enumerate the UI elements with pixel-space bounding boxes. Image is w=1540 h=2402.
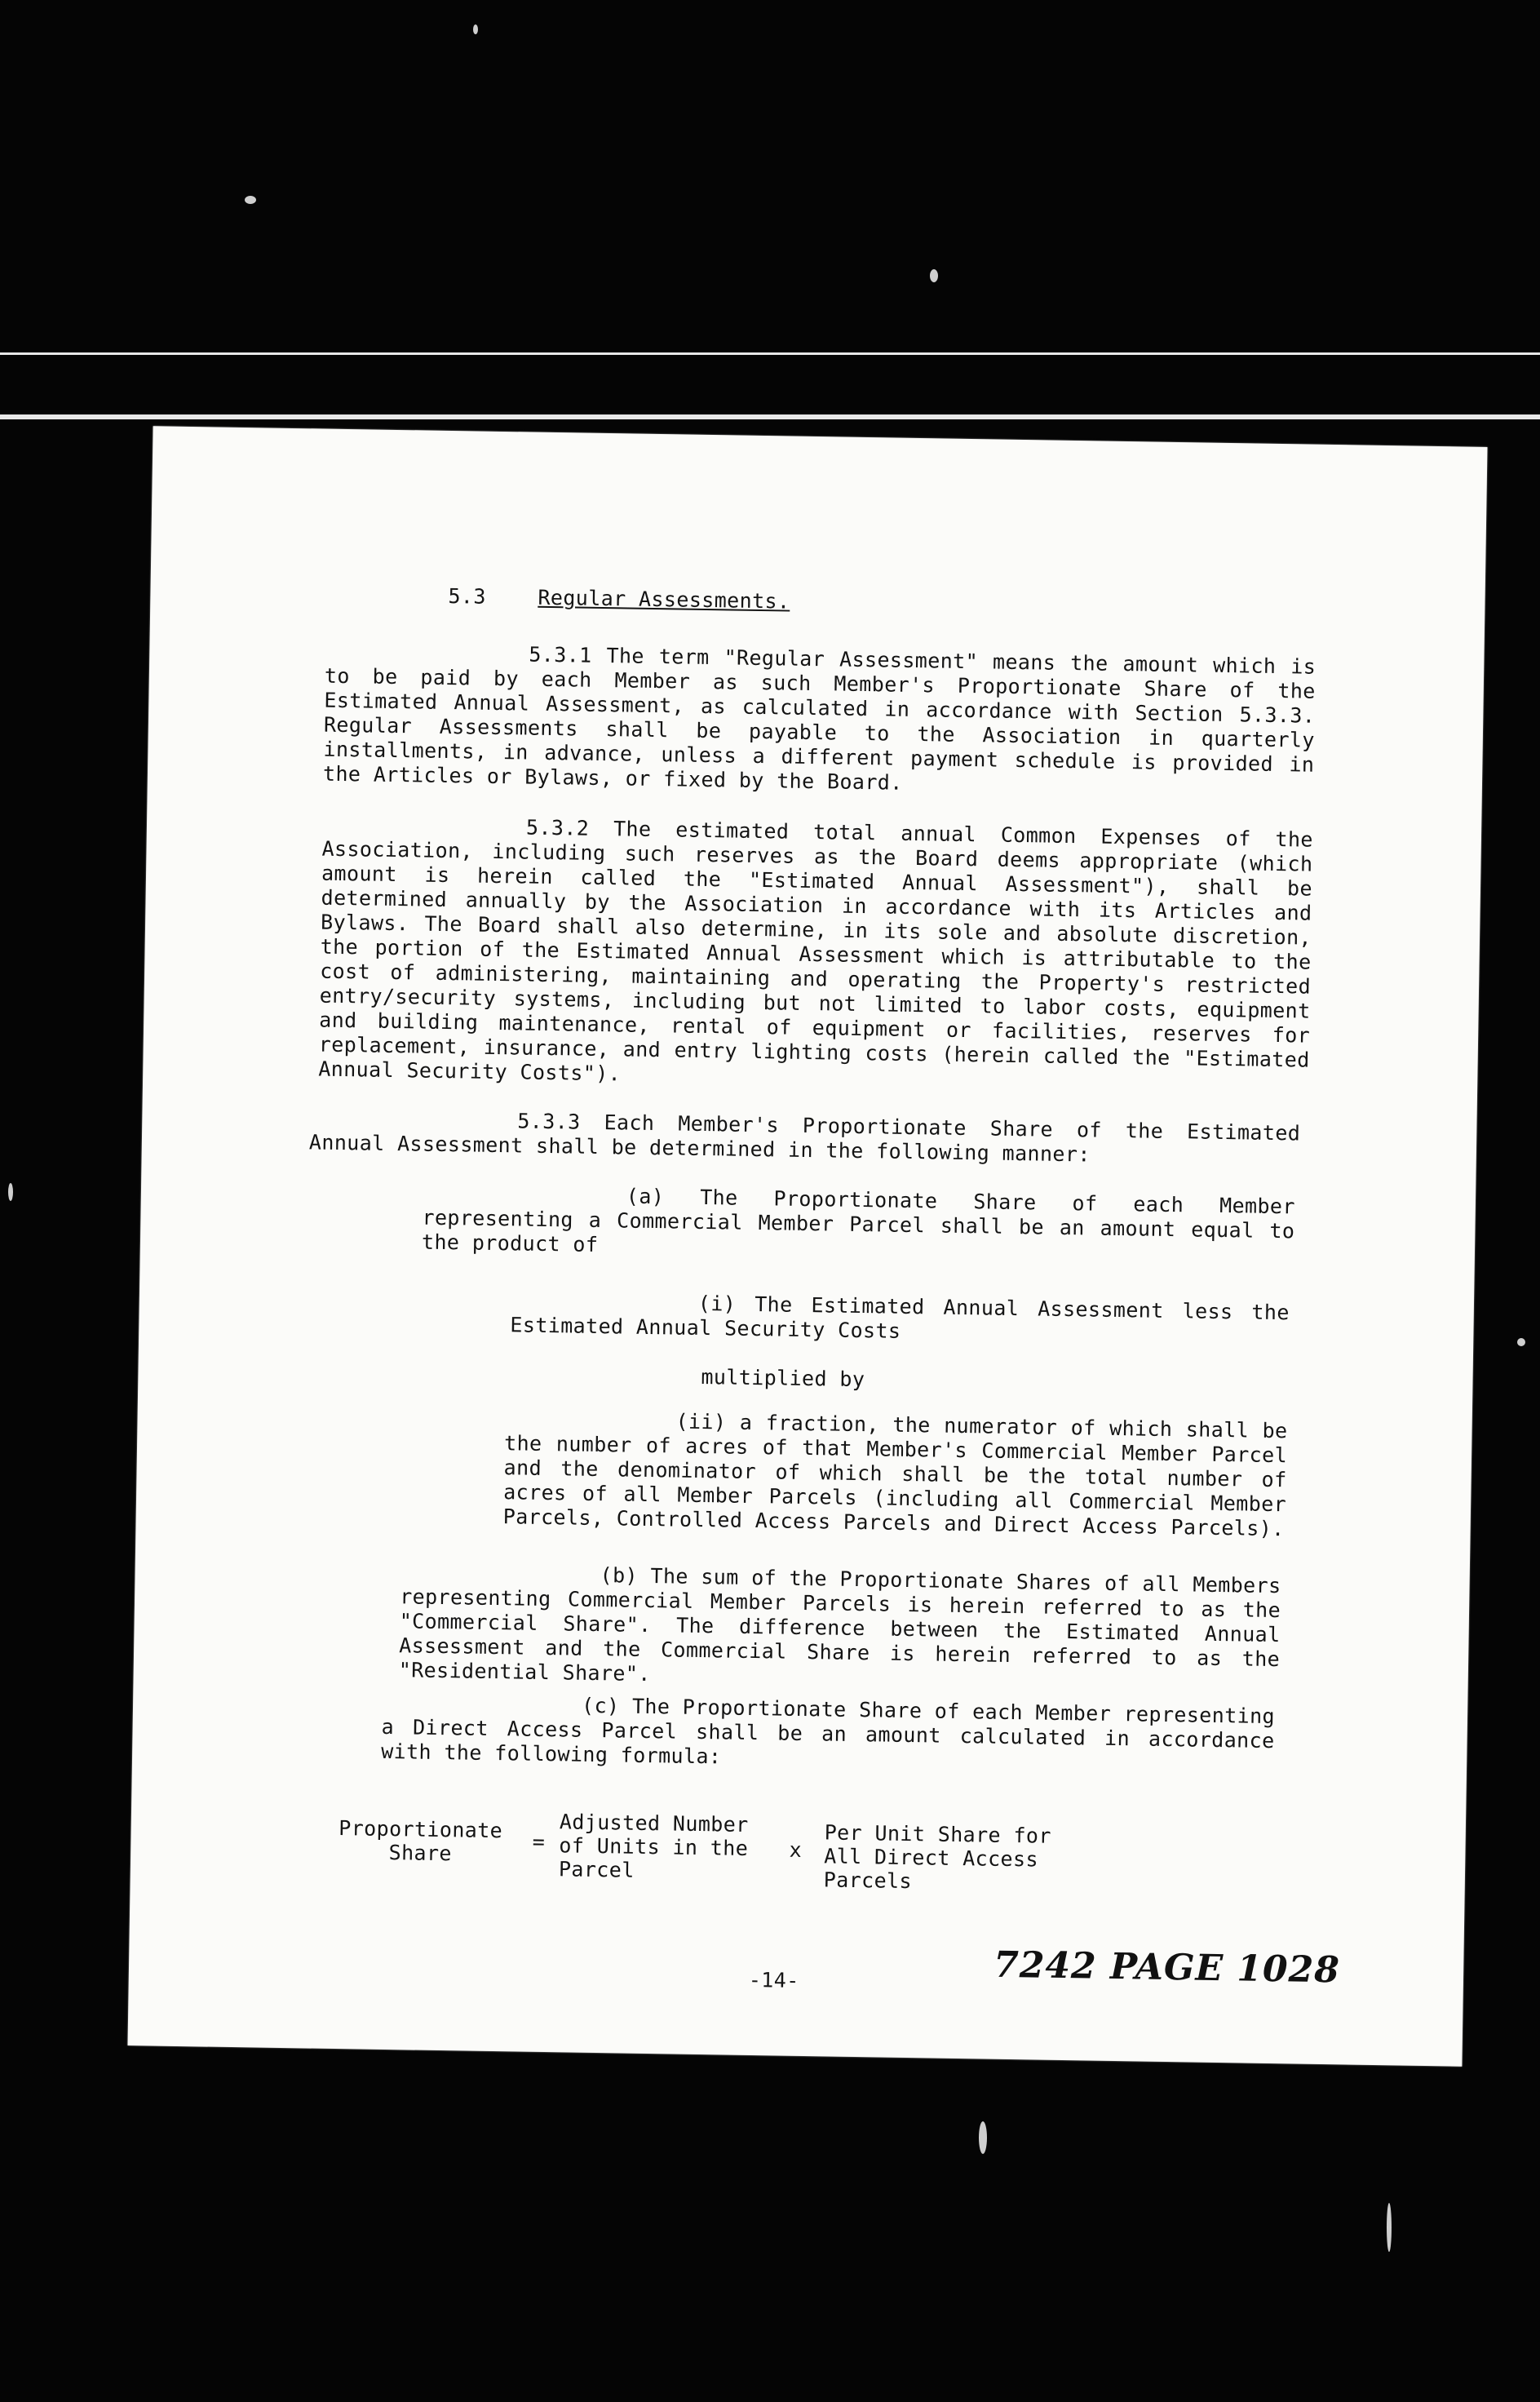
scan-speck [473, 24, 478, 34]
paragraph-5-3-1: 5.3.1 The term "Regular Assessment" means the amount which is to be paid by each Member as such Member's Proportionate Share of the Estimated Annual Assessment, as calculated in accordance with Section 5.3.3. Regular Assessments shall be payable to the Association in quarterly installments, in advance, unless a different payment schedule is provided in the Articles or Bylaws, or fixed by the Board. [322, 642, 1317, 795]
scan-speck [1387, 2203, 1392, 2252]
scan-line-lower [0, 414, 1540, 419]
paragraph-a: (a) The Proportionate Share of each Member representing a Commercial Member Parcel shall be an amount equal to the product of [421, 1184, 1296, 1256]
scan-line-upper [0, 352, 1540, 355]
formula-left-term: Proportionate Share [339, 1816, 503, 1866]
document-page [128, 426, 1488, 2066]
paragraph-b: (b) The sum of the Proportionate Shares of all Members representing Commercial Member Parcels is herein referred to as the "Commercial Share". The difference between the Estimated Annual Assessment and the Commercial Share is herein referred to as the "Residential Share". [398, 1563, 1281, 1686]
page-content [128, 426, 1488, 2066]
section-heading [448, 584, 790, 614]
paragraph-5-3-3: 5.3.3 Each Member's Proportionate Share of the Estimated Annual Assessment shall be determined in the following manner: [308, 1109, 1301, 1167]
recording-stamp: 7242 PAGE 1028 [993, 1943, 1341, 1992]
multiplied-by-text: multiplied by [701, 1364, 865, 1392]
scan-speck [1517, 1338, 1525, 1346]
scan-speck [245, 196, 256, 204]
paragraph-ii: (ii) a fraction, the numerator of which shall be the number of acres of that Member's Commercial Member Parcel and the denominator of which shall be the total number of acres of all Member Parcels (including all Commercial Member Parcels, Controlled Access Parcels and Direct Access Parcels). [502, 1409, 1288, 1541]
formula-equals: = [532, 1829, 546, 1855]
scan-speck [979, 2121, 987, 2154]
formula-right-term: Per Unit Share for All Direct Access Parcels [823, 1820, 1052, 1894]
section-heading-number: 5.3 [448, 583, 487, 609]
scan-speck [8, 1183, 13, 1201]
scan-speck [930, 269, 938, 282]
formula-times: x [789, 1837, 803, 1862]
formula-middle-term: Adjusted Number of Units in the Parcel [558, 1810, 749, 1882]
page-number: -14- [748, 1967, 799, 1992]
proportionate-share-formula [325, 1806, 1143, 1909]
paragraph-5-3-2: 5.3.2 The estimated total annual Common Expenses of the Association, including such reserves as the Board deems appropriate (which amount is herein called the "Estimated Annual Assessment"), shall be determined annually by the Association in accordance with its Articles and Bylaws. The Board shall also determine, in its sole and absolute discretion, the portion of the Estimated Annual Assessment which is attributable to the cost of administering, maintaining and operating the Property's restricted entry/security systems, including but not limited to labor costs, equipment and building maintenance, rental of equipment or facilities, reserves for replacement, insurance, and entry lighting costs (herein called the "Estimated Annual Security Costs"). [318, 815, 1314, 1086]
paragraph-c: (c) The Proportionate Share of each Member representing a Direct Access Parcel shall be an amount calculated in accordance with the following formula: [380, 1693, 1276, 1769]
section-heading-title: Regular Assessments. [538, 585, 790, 614]
paragraph-i: (i) The Estimated Annual Assessment less the Estimated Annual Security Costs [510, 1291, 1290, 1343]
